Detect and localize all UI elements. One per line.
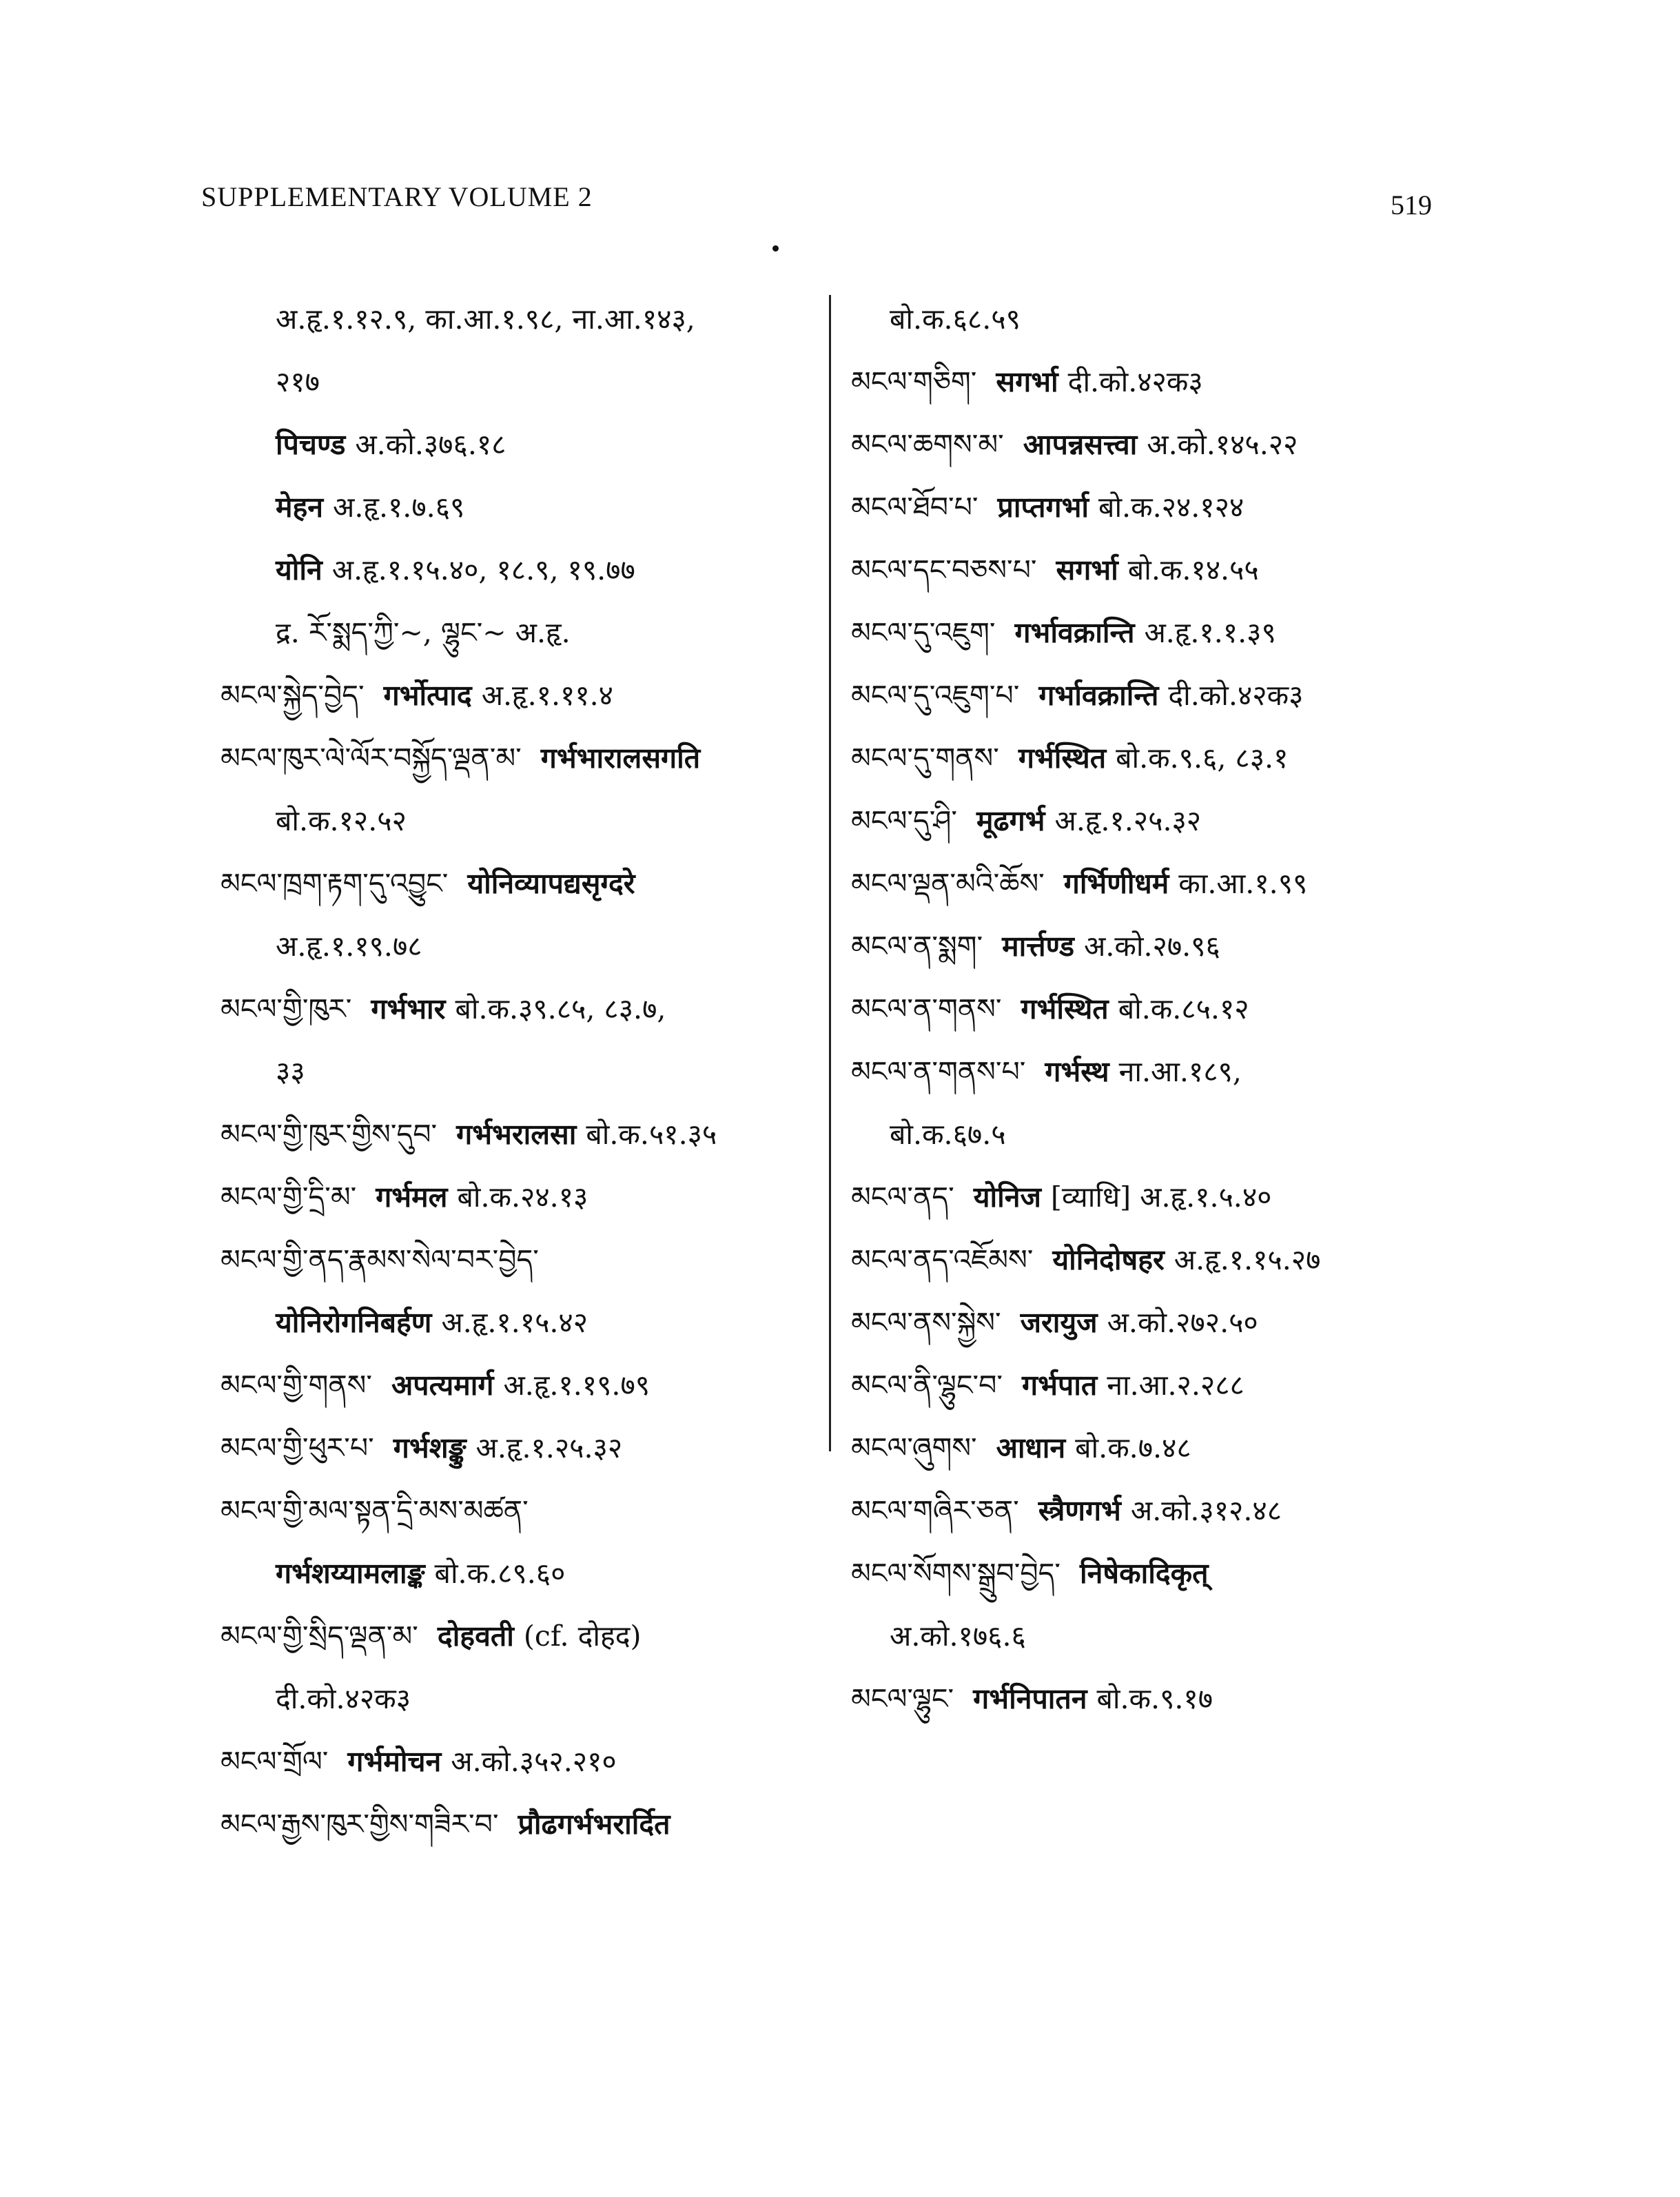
- source-reference: अ.हृ.१.१.३९: [1144, 616, 1276, 649]
- tibetan-headword: མངལ་གཅིག་: [851, 365, 977, 398]
- source-reference: अ.को.३७६.१८: [355, 428, 506, 461]
- dictionary-line: [221, 1291, 827, 1354]
- dictionary-line: [221, 727, 827, 790]
- dictionary-line: [221, 602, 827, 664]
- printing-dot: [772, 245, 779, 252]
- tibetan-headword: མངལ་གྲོལ་: [221, 1745, 329, 1778]
- source-reference: बो.क.१४.५५: [1127, 553, 1259, 586]
- sanskrit-equivalent: प्राप्तगर्भा: [997, 491, 1089, 524]
- source-reference: अ.को.३५२.२१०: [451, 1745, 617, 1778]
- source-reference: द्र. རོ་སྨད་ཀྱི་~, ལྷུང་~ अ.हृ.: [276, 616, 571, 649]
- tibetan-headword: མངལ་གྱི་ཁུར་གྱིས་དུབ་: [221, 1118, 438, 1151]
- dictionary-line: [851, 351, 1499, 413]
- tibetan-headword: མངལ་ཁྲག་རྟག་དུ་འབྱུང་: [221, 867, 449, 900]
- dictionary-line: [851, 978, 1499, 1041]
- source-reference: दी.को.४२क३: [1067, 365, 1203, 398]
- source-reference: बो.क.१२.५२: [276, 804, 407, 837]
- sanskrit-equivalent: स्त्रैणगर्भ: [1038, 1494, 1121, 1527]
- sanskrit-equivalent: आधान: [996, 1431, 1066, 1464]
- source-reference: बो.क.७.४८: [1075, 1431, 1191, 1464]
- tibetan-headword: མངལ་དུ་ཤི་: [851, 804, 957, 837]
- dictionary-line: [221, 1103, 827, 1166]
- tibetan-headword: མངལ་གྱི་མལ་སྟན་དྲི་མས་མཚན་: [221, 1494, 529, 1527]
- source-reference: २१७: [276, 365, 320, 398]
- tibetan-headword: མངལ་དུ་གནས་: [851, 742, 999, 775]
- source-reference: अ.को.२७.९६: [1084, 930, 1220, 963]
- tibetan-headword: མངལ་ནི་ལྷུང་བ་: [851, 1369, 1003, 1402]
- dictionary-line: [851, 852, 1499, 915]
- sanskrit-equivalent: योनिज: [973, 1181, 1041, 1214]
- dictionary-line: [851, 602, 1499, 664]
- tibetan-headword: མངལ་སོགས་སྒྲུབ་བྱེད་: [851, 1557, 1061, 1590]
- sanskrit-equivalent: गर्भभार: [371, 992, 446, 1025]
- sanskrit-equivalent: योनिरोगनिबर्हण: [276, 1306, 432, 1339]
- sanskrit-equivalent: प्रौढगर्भभरार्दित: [518, 1808, 670, 1841]
- tibetan-headword: མངལ་ནད་: [851, 1181, 954, 1214]
- tibetan-headword: མངལ་གྱི་གནས་: [221, 1369, 372, 1402]
- dictionary-line: [221, 664, 827, 727]
- source-reference: बो.क.९.१७: [1096, 1682, 1213, 1715]
- tibetan-headword: མངལ་གཞིར་ཅན་: [851, 1494, 1019, 1527]
- dictionary-line: [851, 1354, 1499, 1417]
- sanskrit-equivalent: अपत्यमार्ग: [391, 1369, 494, 1402]
- source-reference: बो.क.२४.१२४: [1098, 491, 1244, 524]
- sanskrit-equivalent: गर्भावक्रान्ति: [1038, 679, 1159, 712]
- tibetan-headword: མངལ་སྐྱེད་བྱེད་: [221, 679, 365, 712]
- sanskrit-equivalent: गर्भशङ्कु: [393, 1431, 467, 1464]
- tibetan-headword: མངལ་ཁུར་ལེ་ལོར་བསྐྱོད་ལྡན་མ་: [221, 742, 522, 775]
- sanskrit-equivalent: मूढगर्भ: [976, 804, 1045, 837]
- source-reference: अ.को.१४५.२२: [1147, 428, 1298, 461]
- tibetan-headword: མངལ་ལྡན་མའི་ཆོས་: [851, 867, 1045, 900]
- sanskrit-equivalent: सगर्भा: [1056, 553, 1118, 586]
- source-reference: दी.को.४२क३: [1168, 679, 1304, 712]
- dictionary-line: [221, 1229, 827, 1291]
- tibetan-headword: མངལ་གྱི་ཁུར་: [221, 992, 352, 1025]
- dictionary-line: [851, 1542, 1499, 1605]
- dictionary-line: [221, 915, 827, 978]
- dictionary-line: [851, 790, 1499, 852]
- sanskrit-equivalent: गर्भनिपातन: [973, 1682, 1087, 1715]
- dictionary-line: [221, 978, 827, 1041]
- source-reference: बो.क.२४.१३: [457, 1181, 588, 1214]
- source-reference: अ.को.३१२.४८: [1130, 1494, 1282, 1527]
- source-reference: ना.आ.१८९,: [1118, 1055, 1242, 1088]
- dictionary-line: [851, 413, 1499, 476]
- source-reference: ना.आ.२.२८८: [1107, 1369, 1244, 1402]
- tibetan-headword: མངལ་དུ་འཇུག་: [851, 616, 996, 649]
- dictionary-line: [851, 1668, 1499, 1730]
- dictionary-line: [221, 1730, 827, 1793]
- sanskrit-equivalent: गर्भपात: [1022, 1369, 1098, 1402]
- sanskrit-equivalent: गर्भभरालसा: [456, 1118, 577, 1151]
- source-reference: अ.हृ.१.२५.३२: [475, 1431, 623, 1464]
- dictionary-line: [851, 727, 1499, 790]
- dictionary-line: [851, 1480, 1499, 1542]
- tibetan-headword: མངལ་ན་གནས་: [851, 992, 1002, 1025]
- source-reference: अ.हृ.१.२५.३२: [1054, 804, 1202, 837]
- dictionary-line: [221, 1354, 827, 1417]
- dictionary-line: [221, 1480, 827, 1542]
- dictionary-line: [221, 288, 827, 351]
- tibetan-headword: མངལ་གྱི་དྲི་མ་: [221, 1181, 357, 1214]
- source-reference: अ.हृ.१.१९.७९: [503, 1369, 651, 1402]
- dictionary-line: [221, 852, 827, 915]
- dictionary-line: [221, 1793, 827, 1856]
- tibetan-headword: མངལ་རྒྱས་ཁུར་གྱིས་གཟིར་བ་: [221, 1808, 499, 1841]
- sanskrit-equivalent: आपन्नसत्त्वा: [1023, 428, 1138, 461]
- column-divider: [829, 295, 831, 1451]
- source-reference: अ.हृ.१.७.६९: [333, 491, 465, 524]
- tibetan-headword: མངལ་ནད་འཇོམས་: [851, 1243, 1034, 1276]
- source-reference: का.आ.१.९९: [1178, 867, 1308, 900]
- dictionary-line: [221, 1417, 827, 1480]
- source-reference: [व्याधि] अ.हृ.१.५.४०: [1050, 1181, 1272, 1214]
- tibetan-headword: མངལ་དུ་འཇུག་པ་: [851, 679, 1020, 712]
- source-reference: बो.क.३९.८५, ८३.७,: [455, 992, 666, 1025]
- dictionary-line: [221, 539, 827, 602]
- dictionary-line: [851, 1605, 1499, 1668]
- dictionary-line: [851, 1291, 1499, 1354]
- right-column: [851, 288, 1499, 1730]
- dictionary-line: [221, 476, 827, 539]
- tibetan-headword: མངལ་དང་བཅས་པ་: [851, 553, 1037, 586]
- tibetan-headword: མངལ་གྱི་ཕུར་པ་: [221, 1431, 374, 1464]
- tibetan-headword: མངལ་ཐོབ་པ་: [851, 491, 979, 524]
- dictionary-line: [221, 1605, 827, 1668]
- sanskrit-equivalent: गर्भस्थ: [1045, 1055, 1109, 1088]
- dictionary-line: [851, 1166, 1499, 1229]
- sanskrit-equivalent: योनि: [276, 553, 322, 586]
- dictionary-line: [851, 476, 1499, 539]
- sanskrit-equivalent: गर्भावक्रान्ति: [1014, 616, 1135, 649]
- dictionary-line: [851, 288, 1499, 351]
- source-reference: अ.हृ.१.१९.७८: [276, 930, 422, 963]
- tibetan-headword: མངལ་ན་གནས་པ་: [851, 1055, 1026, 1088]
- sanskrit-equivalent: गर्भोत्पाद: [383, 679, 472, 712]
- sanskrit-equivalent: गर्भमल: [376, 1181, 448, 1214]
- left-column: [221, 288, 827, 1856]
- source-reference: बो.क.६८.५९: [890, 303, 1021, 336]
- tibetan-headword: མངལ་ནས་སྐྱེས་: [851, 1306, 1001, 1339]
- sanskrit-equivalent: पिचण्ड: [276, 428, 346, 461]
- sanskrit-equivalent: गर्भिणीधर्म: [1063, 867, 1169, 900]
- tibetan-headword: མངལ་ཞུགས་: [851, 1431, 977, 1464]
- sanskrit-equivalent: मार्त्तण्ड: [1002, 930, 1074, 963]
- dictionary-line: [851, 915, 1499, 978]
- dictionary-line: [221, 1668, 827, 1730]
- dictionary-line: [851, 1103, 1499, 1166]
- source-reference: अ.हृ.१.१५.४२: [441, 1306, 588, 1339]
- source-reference: दी.को.४२क३: [276, 1682, 411, 1715]
- dictionary-line: [221, 1542, 827, 1605]
- source-reference: अ.हृ.१.११.४: [481, 679, 613, 712]
- page-number: 519: [1391, 190, 1432, 221]
- dictionary-line: [851, 539, 1499, 602]
- tibetan-headword: མངལ་ན་སྨག་: [851, 930, 983, 963]
- source-reference: अ.को.१७६.६: [890, 1619, 1026, 1653]
- dictionary-line: [221, 351, 827, 413]
- tibetan-headword: མངལ་གྱི་སྲིད་ལྡན་མ་: [221, 1619, 418, 1653]
- sanskrit-equivalent: गर्भभारालसगति: [540, 742, 701, 775]
- dictionary-line: [221, 1166, 827, 1229]
- dictionary-line: [221, 413, 827, 476]
- source-reference: अ.हृ.१.१५.४०, १८.९, १९.७७: [331, 553, 635, 586]
- source-reference: बो.क.८५.१२: [1118, 992, 1249, 1025]
- tibetan-headword: མངལ་གྱི་ནད་རྣམས་སེལ་བར་བྱེད་: [221, 1243, 539, 1276]
- source-reference: बो.क.९.६, ८३.१: [1116, 742, 1289, 775]
- dictionary-line: [221, 790, 827, 852]
- source-reference: बो.क.५१.३५: [586, 1118, 717, 1151]
- sanskrit-equivalent: मेहन: [276, 491, 324, 524]
- source-reference: बो.क.८९.६०: [434, 1557, 566, 1590]
- tibetan-headword: མངལ་ཆགས་མ་: [851, 428, 1004, 461]
- source-reference: ३३: [276, 1055, 305, 1088]
- sanskrit-equivalent: योनिव्यापद्यसृग्दरे: [467, 867, 635, 900]
- dictionary-line: [851, 664, 1499, 727]
- dictionary-line: [221, 1041, 827, 1103]
- tibetan-headword: མངལ་ལྷུང་: [851, 1682, 954, 1715]
- source-reference: (cf. दोहद): [523, 1619, 642, 1653]
- sanskrit-equivalent: निषेकादिकृत्: [1080, 1557, 1209, 1590]
- sanskrit-equivalent: सगर्भा: [996, 365, 1058, 398]
- sanskrit-equivalent: गर्भशय्यामलाङ्क: [276, 1557, 425, 1590]
- source-reference: बो.क.६७.५: [890, 1118, 1006, 1151]
- sanskrit-equivalent: योनिदोषहर: [1052, 1243, 1165, 1276]
- sanskrit-equivalent: गर्भस्थित: [1018, 742, 1107, 775]
- source-reference: अ.को.२७२.५०: [1107, 1306, 1258, 1339]
- sanskrit-equivalent: जरायुज: [1020, 1306, 1098, 1339]
- dictionary-line: [851, 1229, 1499, 1291]
- source-reference: अ.हृ.१.१२.९, का.आ.१.९८, ना.आ.१४३,: [276, 303, 695, 336]
- sanskrit-equivalent: गर्भमोचन: [347, 1745, 442, 1778]
- sanskrit-equivalent: दोहवती: [437, 1619, 514, 1653]
- source-reference: अ.हृ.१.१५.२७: [1174, 1243, 1321, 1276]
- dictionary-line: [851, 1041, 1499, 1103]
- running-header: SUPPLEMENTARY VOLUME 2: [201, 181, 593, 212]
- dictionary-line: [851, 1417, 1499, 1480]
- sanskrit-equivalent: गर्भस्थित: [1021, 992, 1109, 1025]
